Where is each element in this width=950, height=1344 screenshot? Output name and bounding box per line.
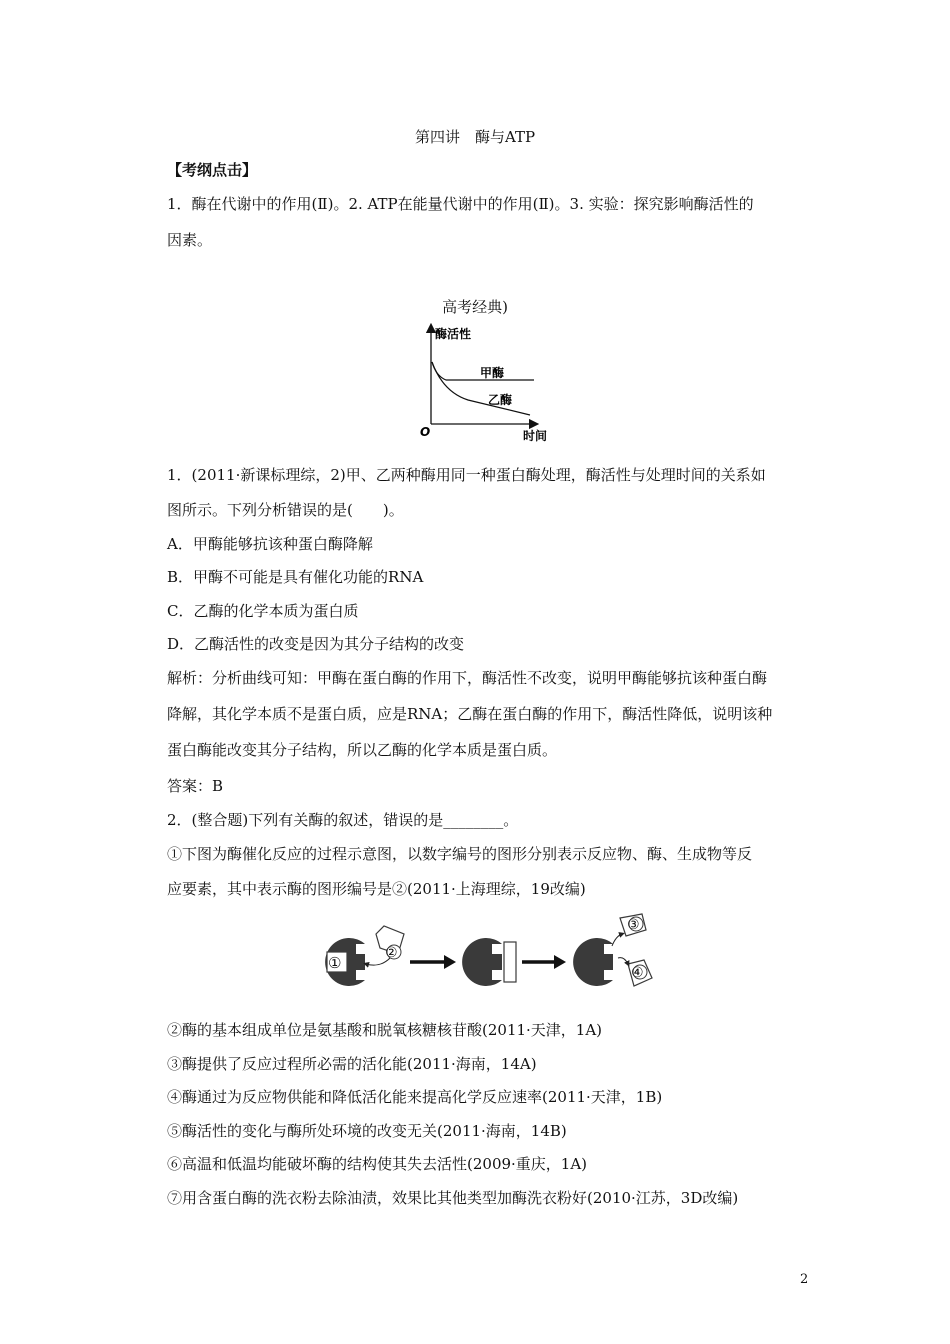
enzyme-shape-3 — [573, 938, 613, 986]
origin-label: O — [420, 425, 431, 439]
release-arrow-3 — [612, 934, 622, 946]
statement-2: ②酶的基本组成单位是氨基酸和脱氧核糖核苷酸(2011·天津，1A) — [167, 1021, 603, 1039]
statement-1-line-2: 应要素，其中表示酶的图形编号是②(2011·上海理综，19改编) — [167, 880, 586, 898]
page-number: 2 — [800, 1272, 809, 1287]
label-4: ④ — [631, 965, 644, 981]
label-1: ① — [328, 954, 342, 972]
label-2: ② — [385, 945, 398, 961]
q1-option-c: C．乙酶的化学本质为蛋白质 — [167, 602, 359, 620]
analysis-line-2: 降解，其化学本质不是蛋白质，应是RNA；乙酶在蛋白酶的作用下，酶活性降低，说明该种 — [167, 705, 773, 723]
y-axis-label: 酶活性 — [435, 327, 472, 341]
syllabus-line-1: 1．酶在代谢中的作用(Ⅱ)。2. ATP在能量代谢中的作用(Ⅱ)。3. 实验：探究影响酶活性的 — [167, 195, 754, 213]
statement-4: ④酶通过为反应物供能和降低活化能来提高化学反应速率(2011·天津，1B) — [167, 1088, 663, 1106]
statement-6: ⑥高温和低温均能破坏酶的结构使其失去活性(2009·重庆，1A) — [167, 1155, 588, 1173]
q1-line-1: 1．(2011·新课标理综，2)甲、乙两种酶用同一种蛋白酶处理，酶活性与处理时间的关系如 — [167, 466, 766, 484]
statement-1-line-1: ①下图为酶催化反应的过程示意图，以数字编号的图形分别表示反应物、酶、生成物等反 — [167, 845, 753, 863]
enzyme-activity-graph — [418, 322, 558, 444]
release-arrow-4 — [618, 958, 628, 964]
syllabus-header: 【考纲点击】 — [167, 161, 258, 179]
process-arrow-2-head — [554, 955, 566, 969]
q2-line: 2．(整合题)下列有关酶的叙述，错误的是________。 — [167, 811, 519, 829]
enzyme-catalysis-diagram — [318, 912, 658, 1004]
statement-3: ③酶提供了反应过程所必需的活化能(2011·海南，14A) — [167, 1055, 537, 1073]
enzyme-b-label: 乙酶 — [488, 393, 513, 407]
q1-option-d: D．乙酶活性的改变是因为其分子结构的改变 — [167, 635, 465, 653]
q1-option-b: B．甲酶不可能是具有催化功能的RNA — [167, 568, 424, 586]
statement-5: ⑤酶活性的变化与酶所处环境的改变无关(2011·海南，14B) — [167, 1122, 567, 1140]
analysis-line-3: 蛋白酶能改变其分子结构，所以乙酶的化学本质是蛋白质。 — [167, 741, 558, 759]
answer-line: 答案：B — [167, 777, 224, 795]
section-title: 高考经典) — [442, 298, 508, 316]
q1-line-2: 图所示。下列分析错误的是( )。 — [167, 501, 404, 519]
complex-substrate — [504, 942, 516, 982]
x-axis-label: 时间 — [523, 429, 548, 443]
label-3: ③ — [627, 917, 640, 933]
enzyme-shape-2 — [462, 938, 502, 986]
statement-7: ⑦用含蛋白酶的洗衣粉去除油渍，效果比其他类型加酶洗衣粉好(2010·江苏，3D改编) — [167, 1189, 739, 1207]
q1-option-a: A．甲酶能够抗该种蛋白酶降解 — [167, 535, 373, 553]
process-arrow-1-head — [444, 955, 456, 969]
analysis-line-1: 解析：分析曲线可知：甲酶在蛋白酶的作用下，酶活性不改变，说明甲酶能够抗该种蛋白酶 — [167, 669, 768, 687]
syllabus-line-2: 因素。 — [167, 231, 213, 249]
enzyme-a-label: 甲酶 — [480, 366, 505, 380]
page-title: 第四讲 酶与ATP — [414, 128, 536, 146]
